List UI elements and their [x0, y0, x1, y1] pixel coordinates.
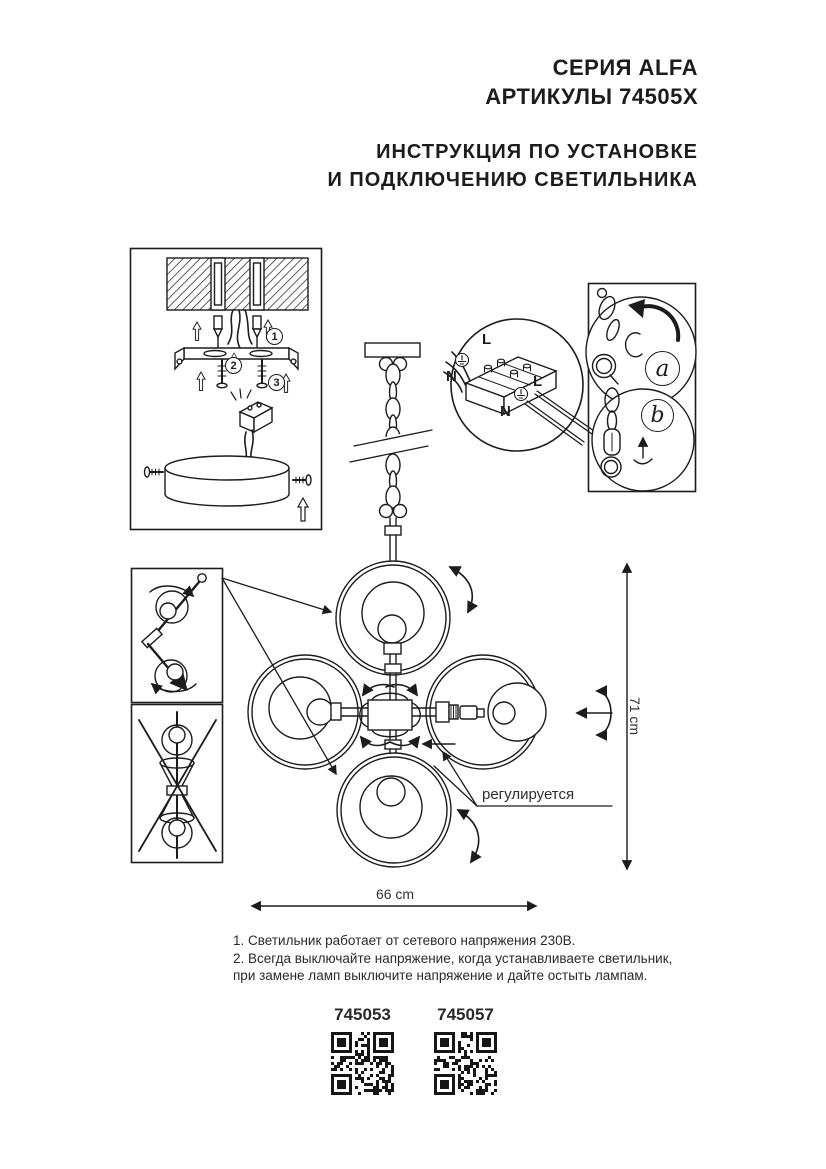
canopy	[165, 456, 289, 506]
arm-rotation-detail	[132, 569, 223, 703]
instruction-title-line1: ИНСТРУКЦИЯ ПО УСТАНОВКЕ	[376, 141, 698, 163]
neutral-label-out: N	[500, 403, 511, 420]
qr-code-label-left: 745053	[334, 1005, 391, 1024]
wrong-position-detail	[132, 705, 223, 863]
mounting-diagram	[131, 249, 322, 530]
earth-symbol-left	[456, 354, 469, 367]
articles-title: АРТИКУЛЫ 74505X	[485, 84, 698, 109]
shade-top	[336, 561, 450, 675]
qr-code-left	[331, 1032, 394, 1095]
chain-close-letter: b	[650, 403, 665, 428]
terminal-assembly	[231, 389, 272, 464]
qr-code-label-right: 745057	[437, 1005, 494, 1024]
series-title: СЕРИЯ ALFA	[552, 55, 698, 80]
step-1-badge	[266, 328, 283, 345]
shade-bottom	[337, 753, 451, 867]
chain-open-letter: a	[655, 355, 670, 382]
hanging-chain	[350, 364, 432, 518]
live-label-out: L	[533, 373, 543, 390]
step-2-badge	[225, 357, 242, 374]
adjustable-label: регулируется	[482, 786, 575, 803]
live-label-in: L	[482, 331, 492, 348]
note-line-2: 2. Всегда выключайте напряжение, когда устанавливаете светильник,	[233, 950, 673, 966]
qr-code-right	[434, 1032, 497, 1095]
earth-symbol-right	[515, 388, 528, 401]
width-dimension: 66 cm	[375, 886, 415, 902]
shade-left	[248, 655, 362, 769]
note-line-3: при замене ламп выключите напряжение и дайте остыть лампам.	[233, 968, 648, 983]
chandelier-drawing	[248, 343, 627, 906]
central-hub	[360, 693, 421, 737]
step-2-number: 2	[230, 359, 237, 372]
canopy-screw-right	[293, 475, 311, 485]
step-1-number: 1	[271, 330, 278, 343]
chain-open-badge	[645, 351, 680, 386]
canopy-screw-left	[145, 467, 164, 477]
bracket-screw-right	[257, 360, 267, 388]
step-3-badge	[268, 374, 285, 391]
neutral-label-in: N	[446, 368, 457, 385]
chain-close-badge	[641, 399, 674, 432]
height-dimension: 71 cm	[627, 696, 643, 736]
note-line-1: 1. Светильник работает от сетевого напряжения 230В.	[233, 933, 576, 948]
chain-adjust-diagram	[586, 284, 696, 492]
ceiling-plate	[365, 343, 420, 357]
instruction-title-line2: И ПОДКЛЮЧЕНИЮ СВЕТИЛЬНИКА	[327, 169, 698, 191]
step-3-number: 3	[273, 376, 280, 389]
wiring-circle-diagram	[444, 319, 594, 451]
